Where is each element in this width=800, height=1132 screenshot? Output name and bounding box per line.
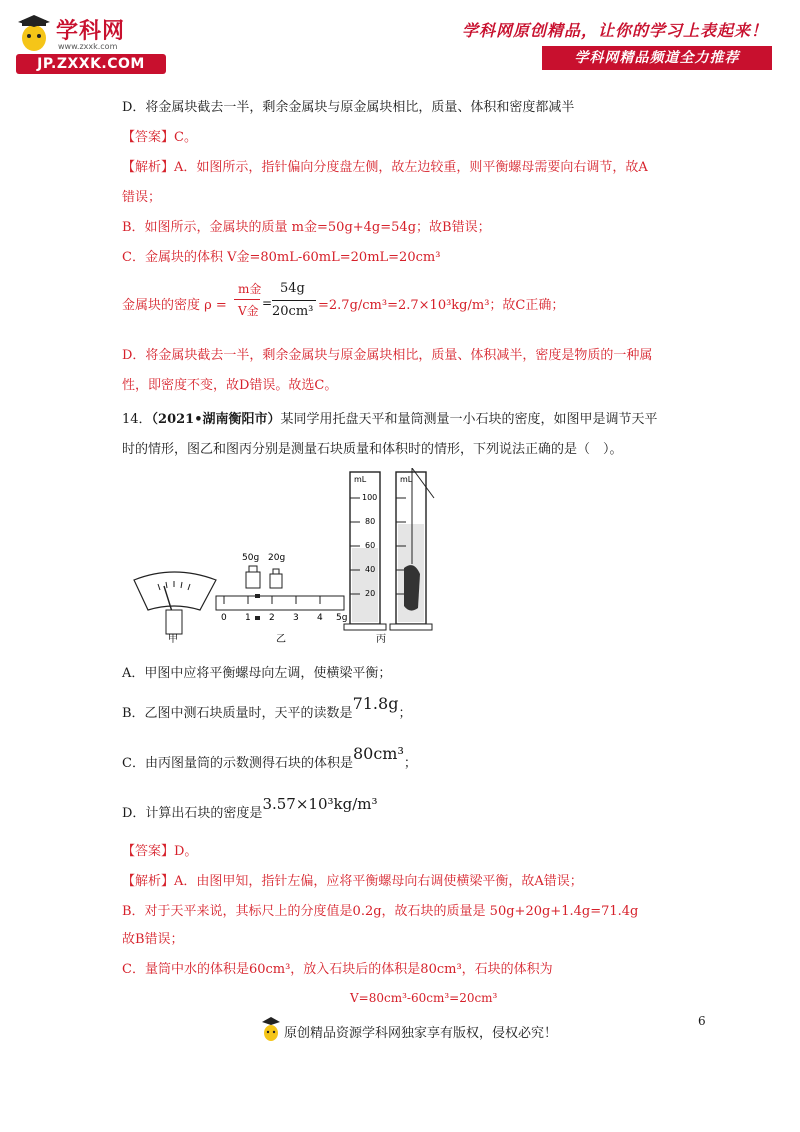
explain-c: C．量筒中水的体积是60cm³，放入石块后的体积是80cm³，石块的体积为 xyxy=(122,962,553,977)
fraction-line-2 xyxy=(272,300,316,301)
svg-text:5g: 5g xyxy=(336,613,348,623)
option-a: A．甲图中应将平衡螺母向左调，使横梁平衡； xyxy=(122,666,392,681)
fraction-line-1 xyxy=(234,299,260,300)
answer: 【答案】D。 xyxy=(122,844,198,859)
density-prefix: 金属块的密度 ρ = xyxy=(122,298,227,313)
weight-label-20g: 20g xyxy=(268,553,286,563)
balance-dial xyxy=(134,572,216,634)
svg-text:2: 2 xyxy=(269,613,275,623)
option-d: D．计算出石块的密度是3.57×10³kg/m³ xyxy=(122,795,378,821)
svg-text:4: 4 xyxy=(317,613,323,623)
analysis-a-line2: 错误； xyxy=(122,190,162,205)
density-suffix: =2.7g/cm³=2.7×10³kg/m³；故C正确； xyxy=(318,298,565,313)
svg-text:mL: mL xyxy=(354,475,367,484)
weights xyxy=(242,553,285,588)
cylinder-right xyxy=(390,468,434,630)
mascot-icon xyxy=(12,12,56,54)
analysis-c: C．金属块的体积 V金=80mL-60mL=20mL=20cm³ xyxy=(122,250,441,265)
weight-label-50g: 50g xyxy=(242,553,260,563)
logo-url: JP.ZXXK.COM xyxy=(16,54,166,74)
caption-jia: 甲 xyxy=(168,634,178,644)
explain-b-line1: B．对于天平来说，其标尺上的分度值是0.2g，故石块的质量是 50g+20g+1.4g=71.4g xyxy=(122,904,639,919)
footer-mascot-icon xyxy=(260,1016,282,1044)
option-c-value: 80cm³ xyxy=(352,744,404,763)
experiment-figure xyxy=(128,468,448,644)
option-c: C．由丙图量筒的示数测得石块的体积是80cm³； xyxy=(122,744,417,771)
question-14-line1 xyxy=(122,410,658,430)
logo-small-url: www.zxxk.com xyxy=(58,42,118,51)
svg-text:1: 1 xyxy=(245,613,251,623)
question-number: 14． xyxy=(122,412,152,427)
header-slogan: 学科网原创精品，让你的学习上表起来！ xyxy=(461,21,768,40)
balance-ruler xyxy=(216,594,347,623)
analysis-a-line1: 【解析】A．如图所示，指针偏向分度盘左侧，故左边较重，则平衡螺母需要向右调节，故A xyxy=(122,160,648,175)
svg-text:3: 3 xyxy=(293,613,299,623)
caption-bing: 丙 xyxy=(376,634,386,644)
explain-c-equation: V=80cm³-60cm³=20cm³ xyxy=(350,991,498,1005)
analysis-d-line2: 性，即密度不变，故D错误。故选C。 xyxy=(122,378,338,393)
svg-text:mL: mL xyxy=(400,475,413,484)
svg-text:100: 100 xyxy=(362,493,378,502)
answer-previous: 【答案】C。 xyxy=(122,130,197,145)
explain-a: 【解析】A．由图甲知，指针左偏，应将平衡螺母向右调使横梁平衡，故A错误； xyxy=(122,874,583,889)
fraction-den: 20cm³ xyxy=(272,304,314,319)
cylinder-left xyxy=(344,472,386,630)
question-14-line2: 时的情形，图乙和图丙分别是测量石块质量和体积时的情形，下列说法正确的是（ ）。 xyxy=(122,442,623,457)
question-source: （2021•湖南衡阳市） xyxy=(151,412,281,427)
svg-text:60: 60 xyxy=(365,541,376,550)
footer-copyright: 原创精品资源学科网独家享有版权，侵权必究！ xyxy=(284,1026,558,1041)
svg-text:0: 0 xyxy=(221,613,227,623)
header-banner: 学科网精品频道全力推荐 xyxy=(542,46,772,70)
explain-b-line2: 故B错误； xyxy=(122,932,184,947)
svg-text:40: 40 xyxy=(365,565,376,574)
option-b: B．乙图中测石块质量时，天平的读数是71.8g； xyxy=(122,694,412,721)
option-d-previous: D．将金属块截去一半，剩余金属块与原金属块相比，质量、体积和密度都减半 xyxy=(122,100,575,115)
question-text-1: 某同学用托盘天平和量筒测量一小石块的密度，如图甲是调节天平 xyxy=(280,412,658,427)
svg-text:80: 80 xyxy=(365,517,376,526)
fraction-m: m金 xyxy=(238,282,262,296)
logo-name: 学科网 xyxy=(56,19,126,44)
svg-text:20: 20 xyxy=(365,589,376,598)
option-b-value: 71.8g xyxy=(352,694,399,713)
fraction-v: V金 xyxy=(238,304,259,318)
caption-yi: 乙 xyxy=(276,634,286,644)
stone xyxy=(404,565,420,610)
analysis-b: B．如图所示，金属块的质量 m金=50g+4g=54g；故B错误； xyxy=(122,220,491,235)
site-logo xyxy=(12,12,162,72)
page-number: 6 xyxy=(698,1014,706,1028)
option-d-value: 3.57×10³kg/m³ xyxy=(262,795,378,813)
fraction-num: 54g xyxy=(280,281,305,296)
analysis-d-line1: D．将金属块截去一半，剩余金属块与原金属块相比，质量、体积减半，密度是物质的一种属 xyxy=(122,348,653,363)
page-header xyxy=(0,0,800,80)
